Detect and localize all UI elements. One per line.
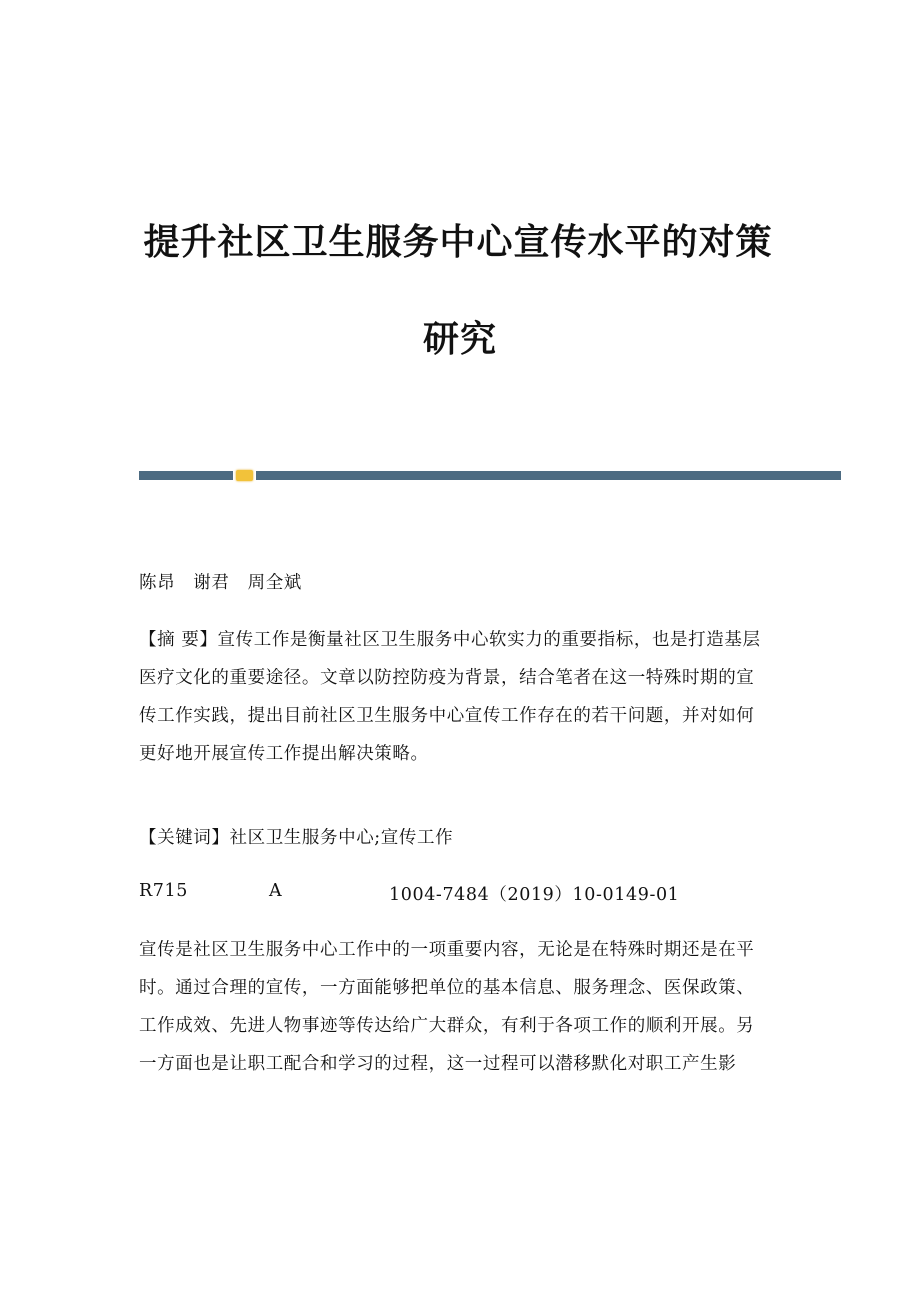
divider-ornament-icon [236,470,253,481]
authors: 陈昂 谢君 周全斌 [139,573,302,593]
keywords: 【关键词】社区卫生服务中心;宣传工作 [139,828,454,848]
body-line: 宣传是社区卫生服务中心工作中的一项重要内容，无论是在特殊时期还是在平 [139,940,755,960]
abstract-line: 【摘 要】宣传工作是衡量社区卫生服务中心软实力的重要指标，也是打造基层 [139,630,761,650]
body-line: 工作成效、先进人物事迹等传达给广大群众，有利于各项工作的顺利开展。另 [139,1016,755,1036]
abstract-line: 更好地开展宣传工作提出解决策略。 [139,744,429,764]
body-line: 时。通过合理的宣传，一方面能够把单位的基本信息、服务理念、医保政策、 [139,978,755,998]
document-title-line-1: 提升社区卫生服务中心宣传水平的对策 [143,221,773,263]
abstract-line: 传工作实践，提出目前社区卫生服务中心宣传工作存在的若干问题，并对如何 [139,706,755,726]
document-code: A [269,881,283,901]
article-id: 1004-7484（2019）10-0149-01 [389,885,680,905]
divider-left [139,471,233,480]
divider-right [256,471,841,480]
document-title-line-2: 研究 [422,318,497,360]
classification-codes [139,881,839,905]
body-line: 一方面也是让职工配合和学习的过程，这一过程可以潜移默化对职工产生影 [139,1054,737,1074]
clc-number: R715 [139,881,188,901]
abstract-line: 医疗文化的重要途径。文章以防控防疫为背景，结合笔者在这一特殊时期的宣 [139,668,755,688]
